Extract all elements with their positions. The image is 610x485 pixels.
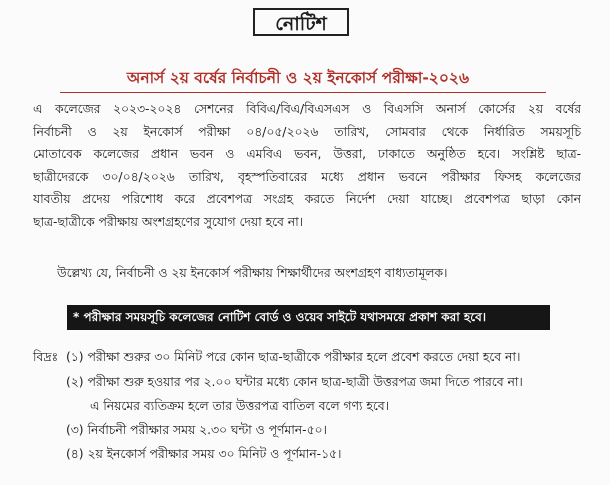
body-line: নির্বাচনী ও ২য় ইনকোর্স পরীক্ষা ০৪/০৫/২০২৬ তারিখ, সোমবার থেকে নির্ধারিত সময়সূচি bbox=[33, 124, 581, 139]
notice-title: নোটিশ bbox=[253, 8, 349, 36]
notes-label: বিদ্রঃ bbox=[33, 350, 59, 364]
subject-heading: অনার্স ২য় বর্ষের নির্বাচনী ও ২য় ইনকোর্স পরীক্ষা-২০২৬ bbox=[126, 69, 470, 87]
note-item: (৩) নির্বাচনী পরীক্ষার সময় ২.৩০ ঘন্টা ও পূর্ণমান-৫০। bbox=[66, 423, 327, 437]
body-line: এ কলেজের ২০২৩-২০২৪ সেশনের বিবিএ/বিএ/বিএসএস ও বিএসসি অনার্স কোর্সের ২য় বর্ষের bbox=[33, 102, 581, 116]
body-line: যাবতীয় প্রদেয় পরিশোধ করে প্রবেশপত্র সংগ্রহ করতে নির্দেশ দেয়া যাচ্ছে। প্রবেশপত্র ছাড়া কোন bbox=[33, 192, 581, 206]
subject-underline bbox=[60, 92, 546, 93]
notice-body bbox=[33, 98, 581, 233]
note-item: (১) পরীক্ষা শুরুর ৩০ মিনিট পরে কোন ছাত্র-ছাত্রীকে পরীক্ষার হলে প্রবেশ করতে দেয়া হবে না। bbox=[66, 350, 521, 364]
mandatory-note: উল্লেখ্য যে, নির্বাচনী ও ২য় ইনকোর্স পরীক্ষায় শিক্ষার্থীদের অংশগ্রহণ বাধ্যতামূলক। bbox=[57, 266, 448, 280]
schedule-banner: * পরীক্ষার সময়সূচি কলেজের নোটিশ বোর্ড ও ওয়েব সাইটে যথাসময়ে প্রকাশ করা হবে। bbox=[67, 305, 550, 330]
note-item: এ নিয়মের ব্যতিক্রম হলে তার উত্তরপত্র বাতিল বলে গণ্য হবে। bbox=[90, 399, 390, 413]
note-item: (৪) ২য় ইনকোর্স পরীক্ষার সময় ৩০ মিনিট ও পূর্ণমান-১৫। bbox=[66, 447, 342, 461]
body-line: ছাত্রীদেরকে ৩০/০৪/২০২৬ তারিখ, বৃহস্পতিবারের মধ্যে প্রধান ভবনে পরীক্ষার ফিসহ কলেজের bbox=[33, 169, 581, 184]
body-line: মোতাবেক কলেজের প্রধান ভবন ও এমবিএ ভবন, উত্তরা, ঢাকাতে অনুষ্ঠিত হবে। সংশ্লিষ্ট ছাত্র- bbox=[33, 147, 581, 161]
note-item: (২) পরীক্ষা শুরু হওয়ার পর ২.০০ ঘন্টার মধ্যে কোন ছাত্র-ছাত্রী উত্তরপত্র জমা দিতে পারবে না। bbox=[66, 375, 523, 389]
body-line: ছাত্র-ছাত্রীকে পরীক্ষায় অংশগ্রহণের সুযোগ দেয়া হবে না। bbox=[33, 214, 304, 229]
